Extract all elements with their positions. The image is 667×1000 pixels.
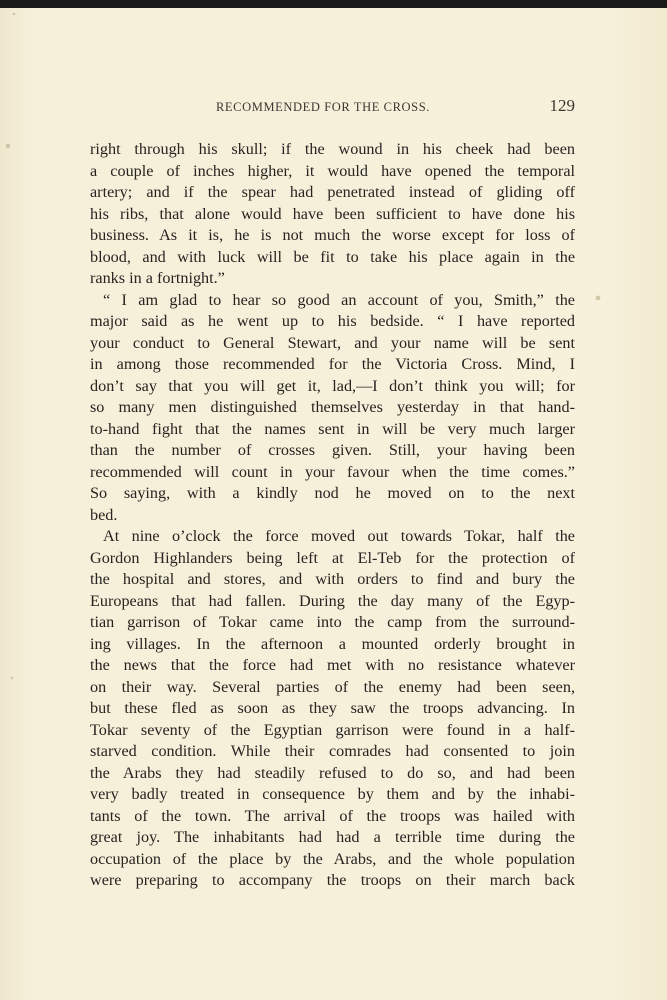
- text-line: At nine o’clock the force moved out towards Tokar, half the: [103, 527, 575, 545]
- text-line: in among those recommended for the Victoria Cross. Mind, I: [90, 355, 575, 373]
- text-line: the news that the force had met with no resistance whatever: [90, 656, 575, 674]
- scan-top-edge: [0, 0, 667, 8]
- text-line: ranks in a fortnight.”: [90, 269, 225, 287]
- text-line: Europeans that had fallen. During the day many of the Egyp-: [90, 591, 575, 610]
- text-line: tants of the town. The arrival of the troops was hailed with: [90, 806, 575, 825]
- text-line: so many men distinguished themselves yesterday in that hand-: [90, 398, 575, 416]
- text-line: occupation of the place by the Arabs, and the whole population: [90, 849, 575, 868]
- text-line: Gordon Highlanders being left at El-Teb for the protection of: [90, 548, 575, 567]
- text-line: were preparing to accompany the troops on their march back: [90, 871, 575, 889]
- text-line: on their way. Several parties of the enemy had been seen,: [90, 677, 575, 696]
- page-number: 129: [549, 96, 575, 115]
- text-line: recommended will count in your favour when the time comes.”: [90, 462, 575, 481]
- text-line: blood, and with luck will be fit to take his place again in the: [90, 247, 575, 266]
- book-page: [0, 8, 667, 1000]
- text-line: business. As it is, he is not much the worse except for loss of: [90, 226, 575, 244]
- page-header: [90, 96, 575, 120]
- text-line: don’t say that you will get it, lad,—I don’t think you will; for: [90, 376, 575, 395]
- text-line: to-hand fight that the names sent in will be very much larger: [90, 419, 575, 438]
- text-line: the Arabs they had steadily refused to do so, and had been: [90, 763, 575, 782]
- text-line: very badly treated in consequence by them and by the inhabi-: [90, 785, 575, 803]
- text-line: a couple of inches higher, it would have opened the temporal: [90, 161, 575, 180]
- text-line: major said as he went up to his bedside. “ I have reported: [90, 312, 575, 330]
- text-line: starved condition. While their comrades had consented to join: [90, 742, 575, 760]
- paper-speck: [596, 296, 601, 301]
- text-line: ing villages. In the afternoon a mounted orderly brought in: [90, 634, 575, 653]
- text-line: bed.: [90, 505, 118, 524]
- text-line: the hospital and stores, and with orders to find and bury the: [90, 570, 575, 588]
- text-line: but these fled as soon as they saw the troops advancing. In: [90, 699, 575, 717]
- text-line: So saying, with a kindly nod he moved on to the next: [90, 484, 575, 502]
- body-text: [90, 139, 575, 892]
- text-line: “ I am glad to hear so good an account of you, Smith,” the: [103, 290, 575, 309]
- text-line: your conduct to General Stewart, and your name will be sent: [90, 333, 575, 352]
- paper-speck: [13, 13, 15, 15]
- text-line: great joy. The inhabitants had had a terrible time during the: [90, 828, 575, 846]
- text-line: than the number of crosses given. Still, your having been: [90, 441, 575, 459]
- text-line: tian garrison of Tokar came into the camp from the surround-: [90, 613, 575, 631]
- text-line: right through his skull; if the wound in his cheek had been: [90, 140, 575, 158]
- paper-speck: [11, 677, 14, 680]
- text-line: Tokar seventy of the Egyptian garrison were found in a half-: [90, 720, 575, 739]
- text-line: his ribs, that alone would have been sufficient to have done his: [90, 204, 575, 223]
- text-line: artery; and if the spear had penetrated instead of gliding off: [90, 183, 575, 201]
- paper-speck: [6, 144, 10, 148]
- running-head: RECOMMENDED FOR THE CROSS.: [216, 100, 431, 114]
